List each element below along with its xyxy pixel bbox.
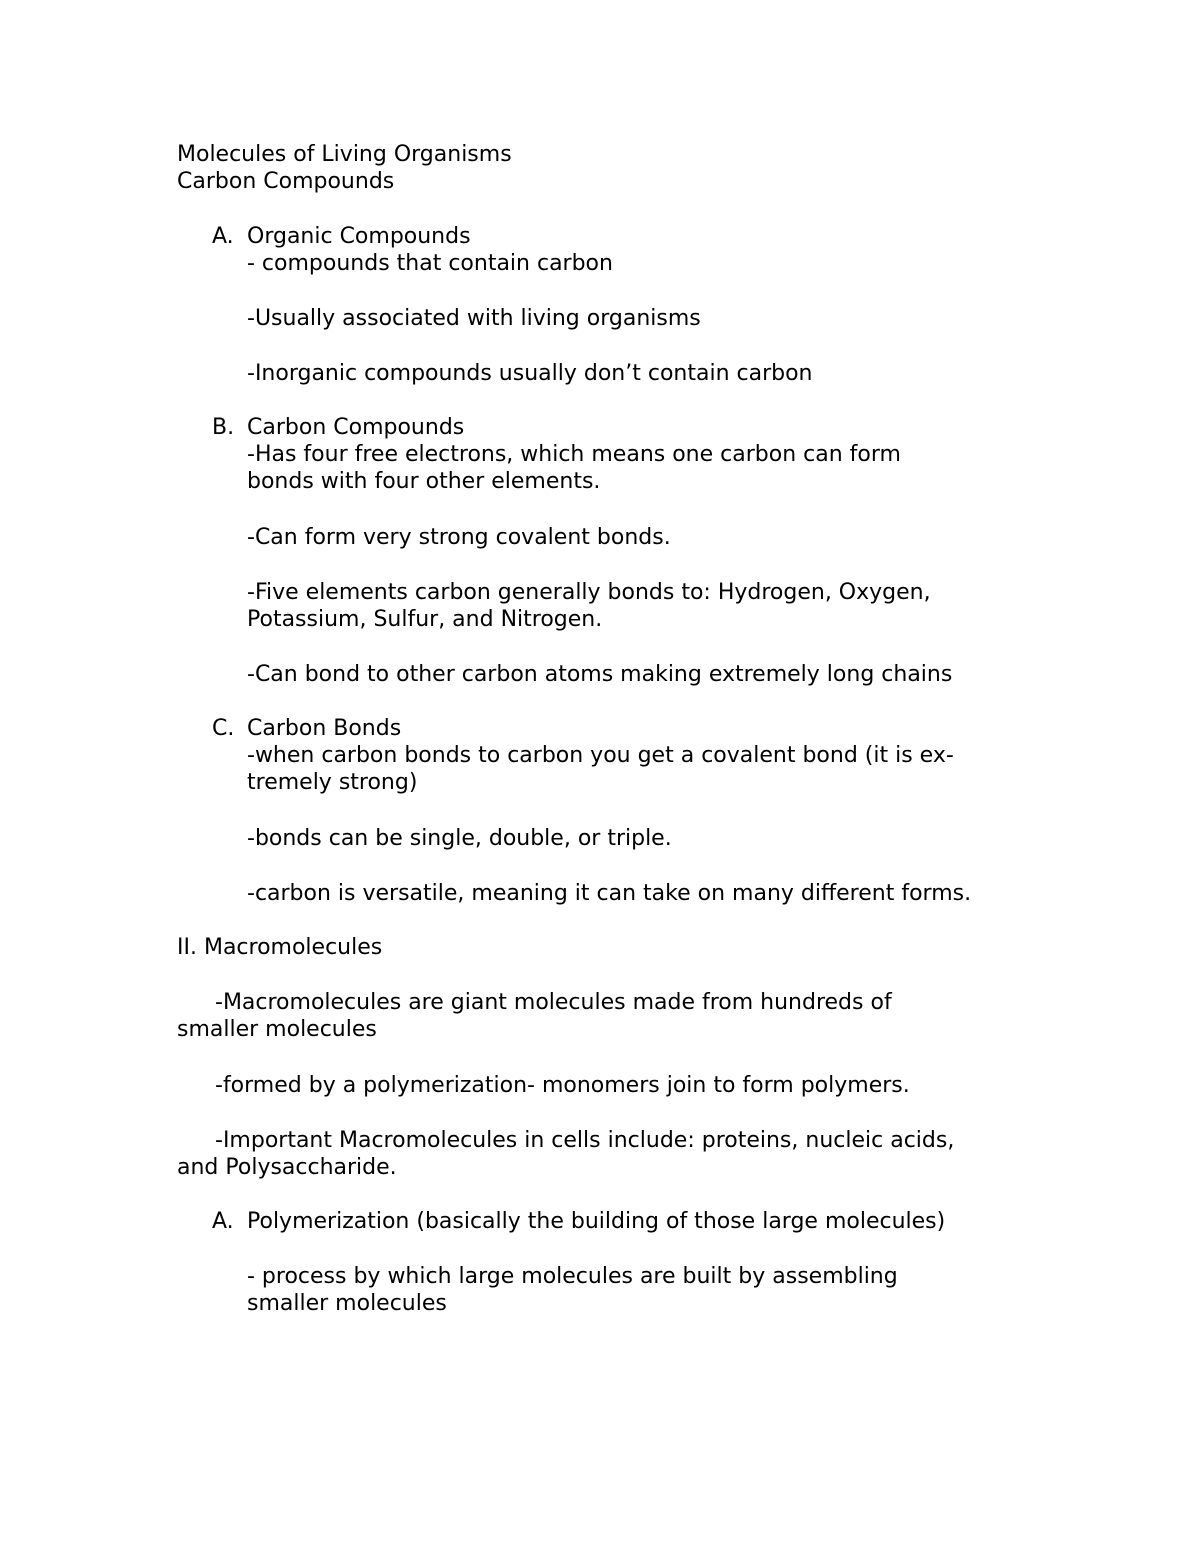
section-c-line: -carbon is versatile, meaning it can take on many different forms. [247,881,972,906]
polymerization-label: A. [212,1209,234,1234]
part-two-line: smaller molecules [177,1017,377,1042]
section-b-line: -Five elements carbon generally bonds to: Hydrogen, Oxygen, [247,580,931,605]
part-two-line: -Important Macromolecules in cells include: proteins, nucleic acids, [215,1128,955,1153]
section-b-line: -Can form very strong covalent bonds. [247,525,671,550]
polymerization-line: smaller molecules [247,1291,447,1316]
section-c-line: tremely strong) [247,770,418,795]
part-two-line: -Macromolecules are giant molecules made from hundreds of [215,990,892,1015]
section-c-line: -when carbon bonds to carbon you get a covalent bond (it is ex- [247,743,954,768]
document-title: Molecules of Living Organisms [177,142,512,167]
section-c-label: C. [212,716,235,741]
document-subtitle: Carbon Compounds [177,169,395,194]
section-a-label: A. [212,224,234,249]
part-two-line: and Polysaccharide. [177,1155,397,1180]
section-b-heading: Carbon Compounds [247,415,465,440]
polymerization-heading: Polymerization (basically the building of those large molecules) [247,1209,946,1234]
section-a-heading: Organic Compounds [247,224,471,249]
section-a-line: -Inorganic compounds usually don’t contain carbon [247,361,813,386]
section-a-line: - compounds that contain carbon [247,251,613,276]
section-b-line: -Can bond to other carbon atoms making extremely long chains [247,662,953,687]
section-c-line: -bonds can be single, double, or triple. [247,826,672,851]
section-b-line: Potassium, Sulfur, and Nitrogen. [247,607,603,632]
part-two-line: -formed by a polymerization- monomers join to form polymers. [215,1073,910,1098]
section-c-heading: Carbon Bonds [247,716,402,741]
section-b-line: bonds with four other elements. [247,469,601,494]
polymerization-line: - process by which large molecules are built by assembling [247,1264,898,1289]
section-a-line: -Usually associated with living organisms [247,306,701,331]
section-b-line: -Has four free electrons, which means one carbon can form [247,442,901,467]
section-b-label: B. [212,415,235,440]
part-two-heading: II. Macromolecules [177,935,383,960]
